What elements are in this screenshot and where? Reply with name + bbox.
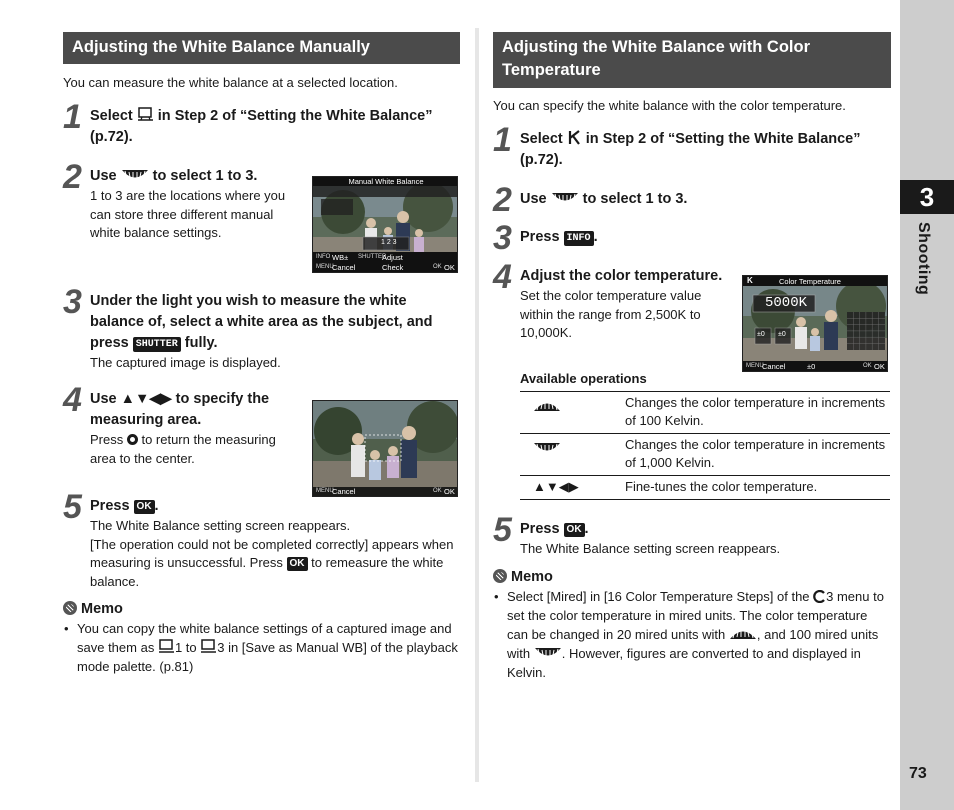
step-2 (63, 158, 303, 243)
step-number: 2 (493, 181, 512, 219)
manual-wb-icon (137, 107, 154, 122)
right-column (493, 32, 891, 682)
screen-shutter-key: SHUTTER (358, 254, 387, 260)
temperature-value: 5000K (765, 295, 808, 311)
memo-bullet: • Select [Mired] in [16 Color Temperature Steps] of the 3 menu to set the color temperature in mired units. The color temperature can be changed in 20 mired units with , and 100 mired units with . However, figures are converted to and displayed in Kelvin. (493, 587, 891, 682)
screen-menu-key: MENU (316, 264, 334, 270)
op-description: Fine-tunes the color temperature. (625, 475, 890, 499)
step-title: Use to select 1 to 3. (90, 168, 258, 184)
screen-menu-key: MENU (316, 488, 334, 494)
shutter-key-icon: SHUTTER (133, 337, 181, 352)
section-heading-color-temp: Adjusting the White Balance with Color Temperature (493, 32, 891, 88)
center-button-icon (127, 434, 138, 445)
page-number: 73 (909, 765, 927, 782)
screen-ok-label: OK (874, 362, 885, 371)
step-title: Press OK . (90, 498, 159, 514)
arrow-keys: ▲▼◀▶ (520, 475, 625, 499)
rear-dial-icon (551, 192, 579, 204)
step-number: 3 (63, 282, 82, 321)
step-3 (63, 282, 460, 373)
step-number: 3 (493, 219, 512, 257)
step-title: Press INFO . (520, 229, 598, 245)
memo-icon (493, 569, 507, 583)
step-title: Select in Step 2 of “Setting the White Balance” (p.72). (520, 131, 861, 168)
section-heading-manual-wb: Adjusting the White Balance Manually (63, 32, 460, 64)
op-description: Changes the color temperature in increments of 1,000 Kelvin. (625, 433, 890, 475)
step-description: The captured image is displayed. (90, 354, 281, 370)
step-description: The White Balance setting screen reappears. (520, 540, 781, 556)
step-4 (63, 381, 303, 468)
step-description: The White Balance setting screen reappears. (90, 518, 351, 533)
front-dial-icon (729, 628, 757, 640)
op-description: Changes the color temperature in increments of 100 Kelvin. (625, 391, 890, 433)
screen-cancel-label: Cancel (762, 362, 786, 371)
screen-selector: 1 2 3 (381, 239, 397, 246)
step-number: 2 (63, 158, 82, 196)
step-number: 1 (493, 121, 512, 159)
memo-title: Memo (63, 601, 460, 617)
memo-bullet: • You can copy the white balance settings of a captured image and save them as 1 to 3 in [Save as Manual WB] of the playback mode palette. (p.81) (63, 619, 460, 676)
step-title: Under the light you wish to measure the white balance of, select a white area as the subject, and press SHUTTER fully. (90, 292, 433, 351)
step-number: 4 (63, 381, 82, 419)
step-title: Adjust the color temperature. (520, 268, 723, 284)
memo-box (493, 569, 891, 682)
kelvin-icon: K (747, 276, 753, 285)
step-title: Press OK . (520, 520, 589, 537)
kelvin-icon (567, 130, 582, 145)
column-divider (475, 28, 479, 782)
screen-ok-key: OK (433, 264, 442, 270)
ops-table (520, 391, 890, 500)
step-title: Use to select 1 to 3. (520, 191, 688, 207)
step-1 (63, 98, 460, 148)
intro-text: You can specify the white balance with the color temperature. (493, 98, 846, 113)
screen-title: Color Temperature (779, 277, 841, 286)
step-number: 5 (493, 510, 512, 549)
screen-adjust-label: Adjust (382, 253, 403, 262)
ok-key-icon: OK (287, 557, 308, 571)
step-4 (493, 258, 728, 343)
step-title: Select in Step 2 of “Setting the White Balance” (p.72). (90, 108, 433, 145)
ok-key-icon: OK (134, 500, 155, 514)
ok-key-icon: OK (564, 523, 585, 537)
screen-menu-key: MENU (746, 363, 764, 369)
available-operations (520, 371, 891, 500)
ops-title: Available operations (520, 370, 647, 386)
screen-title: Manual White Balance (348, 177, 424, 186)
screen-adjust-value: ±0 (807, 362, 816, 371)
memo-box (63, 601, 460, 676)
camera-screen-color-temp (742, 275, 888, 372)
step-description-error: [The operation could not be completed correctly] appears when measuring is unsuccessful. Press OK to remeasure the white balance. (90, 536, 454, 589)
intro-text: You can measure the white balance at a selected location. (63, 75, 398, 90)
step-description: Press to return the measuring area to the center. (90, 432, 276, 466)
camera-screen-manual-wb (312, 176, 458, 273)
step-number: 4 (493, 258, 512, 296)
manual-wb-icon (158, 639, 175, 654)
screen-ok-label: OK (444, 263, 455, 272)
step-title: Use ▲▼◀▶ to specify the measuring area. (90, 391, 270, 428)
screen-ok-key: OK (433, 488, 442, 494)
screen-ok-label: OK (444, 487, 455, 496)
manual-wb-icon (200, 639, 217, 654)
fine-adjust-2: ±0 (778, 331, 786, 338)
screen-ok-key: OK (863, 363, 872, 369)
info-key-icon: INFO (564, 231, 594, 246)
left-column (63, 32, 460, 676)
screen-wb-label: WB± (332, 253, 349, 262)
step-5 (493, 510, 891, 559)
camera-screen-measuring-area (312, 400, 458, 497)
table-row (520, 475, 890, 499)
step-1 (493, 121, 891, 171)
screen-cancel-label: Cancel (332, 487, 356, 496)
chapter-number: 3 (900, 180, 954, 214)
memo-icon (63, 601, 77, 615)
table-row (520, 433, 890, 475)
screen-check-label: Check (382, 263, 404, 272)
table-row (520, 391, 890, 433)
step-description: 1 to 3 are the locations where you can store three different manual white balance settings. (90, 188, 286, 240)
step-3 (493, 219, 891, 257)
memo-title: Memo (493, 569, 891, 585)
chapter-tab (900, 0, 954, 810)
custom-menu-icon (813, 589, 826, 602)
step-number: 1 (63, 98, 82, 136)
rear-dial-icon (534, 647, 562, 659)
fine-adjust-1: ±0 (757, 331, 765, 338)
rear-dial-icon (520, 433, 625, 475)
front-dial-icon (520, 391, 625, 433)
step-description: Set the color temperature value within the range from 2,500K to 10,000K. (520, 288, 702, 340)
step-number: 5 (63, 488, 82, 526)
rear-dial-icon (121, 169, 149, 181)
chapter-label: Shooting (915, 222, 932, 296)
step-2 (493, 181, 891, 219)
screen-info-key: INFO (316, 254, 331, 260)
screen-cancel-label: Cancel (332, 263, 356, 272)
